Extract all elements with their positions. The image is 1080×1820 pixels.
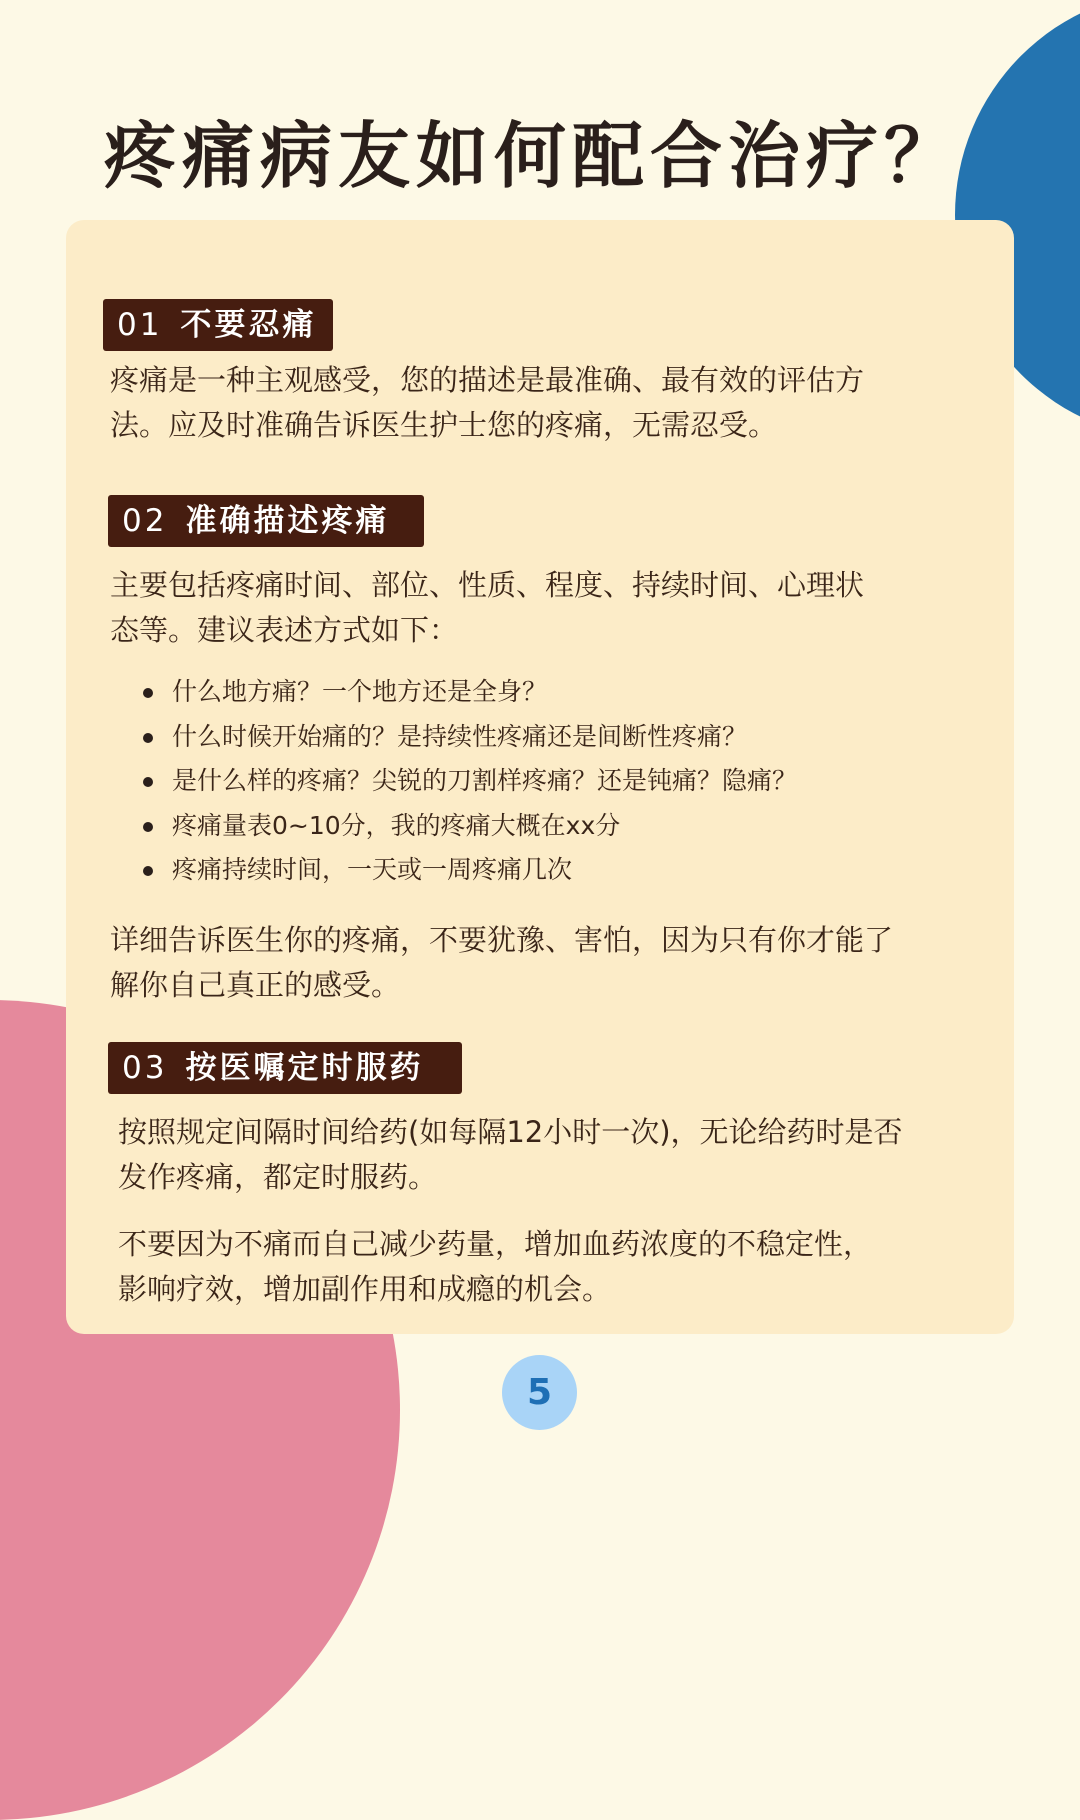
section-02-title: 准确描述疼痛 <box>185 503 390 539</box>
section-03-title: 按医嘱定时服药 <box>185 1050 424 1086</box>
section-01-text-line-1: 疼痛是一种主观感受，您的描述是最准确、最有效的评估方 <box>110 363 865 397</box>
section-02-bullet-list <box>140 670 797 893</box>
section-01-text-line-2: 法。应及时准确告诉医生护士您的疼痛，无需忍受。 <box>110 408 778 442</box>
list-item <box>140 715 797 760</box>
list-item-text: 什么地方痛？一个地方还是全身？ <box>172 677 548 706</box>
list-item <box>140 848 797 893</box>
section-02-label <box>108 495 424 547</box>
list-item-text: 什么时候开始痛的？是持续性疼痛还是间断性疼痛？ <box>172 721 748 751</box>
section-03-para1-line-2: 发作疼痛，都定时服药。 <box>118 1160 438 1194</box>
list-item <box>140 759 797 804</box>
section-01-title: 不要忍痛 <box>180 307 317 343</box>
section-03-label <box>108 1042 462 1094</box>
list-item-text: 疼痛量表0~10分，我的疼痛大概在xx分 <box>172 810 621 840</box>
list-item-text: 疼痛持续时间，一天或一周疼痛几次 <box>172 855 573 884</box>
bullet-dot-icon <box>143 822 153 832</box>
list-item <box>140 670 797 715</box>
section-02-number: 02 <box>122 503 168 539</box>
section-02-outro-line-1: 详细告诉医生你的疼痛，不要犹豫、害怕，因为只有你才能了 <box>110 923 894 957</box>
bullet-dot-icon <box>143 688 153 698</box>
section-03-para1-line-1: 按照规定间隔时间给药(如每隔12小时一次)，无论给药时是否 <box>118 1115 903 1149</box>
section-02-intro-line-1: 主要包括疼痛时间、部位、性质、程度、持续时间、心理状 <box>110 568 865 602</box>
section-01-label <box>103 299 333 351</box>
section-01-number: 01 <box>117 307 163 343</box>
bullet-dot-icon <box>143 733 153 743</box>
section-03-number: 03 <box>122 1050 168 1086</box>
section-02-outro-line-2: 解你自己真正的感受。 <box>110 968 401 1002</box>
section-03-para2-line-2: 影响疗效，增加副作用和成瘾的机会。 <box>118 1272 612 1306</box>
page-title: 疼痛病友如何配合治疗？ <box>104 114 963 198</box>
list-item <box>140 804 797 849</box>
bullet-dot-icon <box>143 777 153 787</box>
section-03-para2-line-1: 不要因为不痛而自己减少药量，增加血药浓度的不稳定性， <box>118 1227 873 1261</box>
section-02-intro-line-2: 态等。建议表述方式如下： <box>110 613 459 647</box>
list-item-text: 是什么样的疼痛？尖锐的刀割样疼痛？还是钝痛？隐痛？ <box>172 766 798 795</box>
page-number-badge: 5 <box>502 1355 577 1430</box>
bullet-dot-icon <box>143 866 153 876</box>
